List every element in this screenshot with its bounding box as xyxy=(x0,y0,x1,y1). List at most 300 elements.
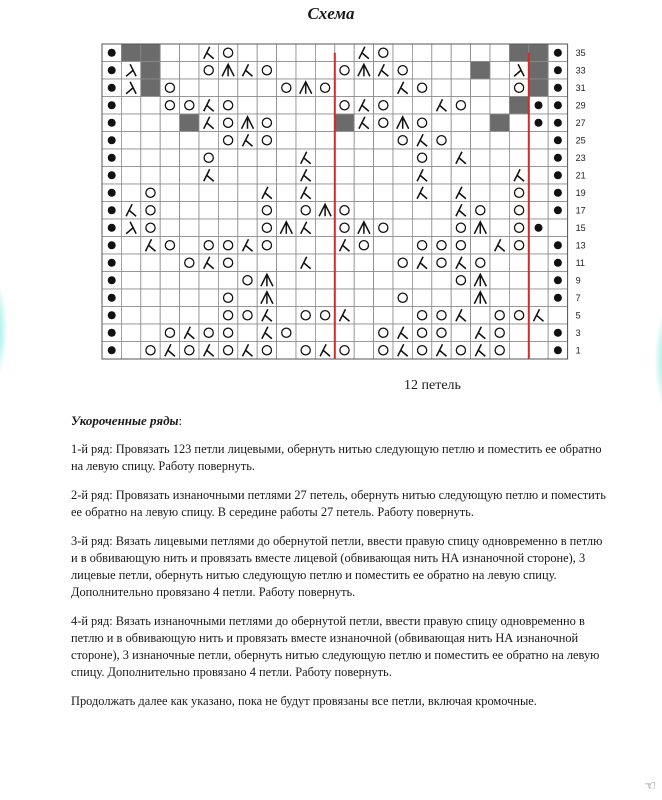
chart-cell xyxy=(335,114,354,132)
chart-cell xyxy=(277,237,296,255)
chart-cell xyxy=(432,342,451,360)
chart-cell xyxy=(296,219,315,237)
chart-cell xyxy=(141,79,160,97)
chart-cell xyxy=(257,237,276,255)
chart-cell xyxy=(102,254,121,272)
chart-cell xyxy=(374,289,393,307)
chart-cell xyxy=(315,272,334,290)
chart-cell xyxy=(529,324,548,342)
chart-cell xyxy=(471,237,490,255)
chart-cell xyxy=(315,79,334,97)
chart-cell xyxy=(548,132,567,150)
chart-cell xyxy=(160,254,179,272)
chart-cell xyxy=(160,307,179,325)
chart-cell xyxy=(354,149,373,167)
chart-cell xyxy=(315,97,334,115)
chart-cell xyxy=(315,307,334,325)
chart-cell xyxy=(218,237,237,255)
chart-cell xyxy=(490,289,509,307)
chart-cell xyxy=(296,342,315,360)
edge-stitch-icon xyxy=(108,84,116,92)
chart-cell xyxy=(432,219,451,237)
chart-cell xyxy=(238,44,257,62)
chart-cell xyxy=(509,167,528,185)
chart-cell xyxy=(218,132,237,150)
chart-cell xyxy=(277,307,296,325)
chart-cell xyxy=(218,184,237,202)
short-row-3: 3-й ряд: Вязать лицевыми петлями до обернутой петли, ввести правую спицу одновременно в петлю и в обвивающую нить и провязать вместе лицевой (обвивающая нить НА изнаночной стороне), 3 лицевые петли, обернуть нитью следующую петлю и поместить ее обратно на левую спицу. Дополнительно провязано 4 петли. Работу повернуть. xyxy=(71,534,603,599)
chart-cell xyxy=(199,149,218,167)
edge-stitch-icon xyxy=(108,311,116,319)
chart-cell xyxy=(160,79,179,97)
chart-cell xyxy=(180,202,199,220)
chart-cell xyxy=(160,149,179,167)
chart-cell xyxy=(354,97,373,115)
chart-cell xyxy=(257,324,276,342)
chart-cell xyxy=(509,114,528,132)
chart-cell xyxy=(529,289,548,307)
chart-cell xyxy=(296,97,315,115)
chart-cell xyxy=(354,237,373,255)
chart-cell xyxy=(180,149,199,167)
chart-cell xyxy=(315,132,334,150)
chart-cell xyxy=(257,307,276,325)
chart-cell xyxy=(354,114,373,132)
chart-cell xyxy=(548,202,567,220)
edge-stitch-icon xyxy=(108,49,116,57)
chart-cell xyxy=(218,289,237,307)
chart-cell xyxy=(238,289,257,307)
chart-cell xyxy=(432,79,451,97)
chart-cell xyxy=(529,97,548,115)
chart-cell xyxy=(238,324,257,342)
chart-cell xyxy=(296,237,315,255)
chart-cell xyxy=(393,62,412,80)
chart-cell xyxy=(471,219,490,237)
chart-cell xyxy=(218,97,237,115)
chart-cell xyxy=(315,114,334,132)
chart-cell xyxy=(490,254,509,272)
chart-cell xyxy=(354,289,373,307)
chart-cell xyxy=(160,289,179,307)
chart-cell xyxy=(335,79,354,97)
chart-cell xyxy=(490,114,509,132)
chart-cell xyxy=(490,97,509,115)
chart-cell xyxy=(296,184,315,202)
chart-cell xyxy=(393,79,412,97)
edge-stitch-icon xyxy=(554,276,562,284)
chart-cell xyxy=(277,167,296,185)
chart-cell xyxy=(509,97,528,115)
chart-cell xyxy=(471,289,490,307)
chart-cell xyxy=(490,132,509,150)
chart-cell xyxy=(412,202,431,220)
chart-cell xyxy=(180,289,199,307)
row-number: 15 xyxy=(575,222,586,233)
chart-cell xyxy=(102,79,121,97)
short-rows-heading: Укороченные ряды: xyxy=(71,413,183,428)
knitting-chart xyxy=(0,0,662,372)
chart-cell xyxy=(412,272,431,290)
chart-cell xyxy=(432,202,451,220)
chart-cell xyxy=(141,237,160,255)
chart-cell xyxy=(451,114,470,132)
chart-cell xyxy=(529,237,548,255)
chart-cell xyxy=(354,62,373,80)
chart-cell xyxy=(509,307,528,325)
chart-cell xyxy=(548,324,567,342)
edge-stitch-icon xyxy=(554,259,562,267)
row-number: 21 xyxy=(575,170,586,181)
edge-stitch-icon xyxy=(554,136,562,144)
chart-cell xyxy=(490,342,509,360)
chart-cell xyxy=(335,167,354,185)
chart-cell xyxy=(296,202,315,220)
chart-cell xyxy=(121,237,140,255)
chart-cell xyxy=(393,44,412,62)
chart-cell xyxy=(315,44,334,62)
chart-cell xyxy=(160,114,179,132)
chart-cell xyxy=(277,324,296,342)
chart-cell xyxy=(160,97,179,115)
chart-cell xyxy=(548,272,567,290)
chart-cell xyxy=(432,167,451,185)
chart-cell xyxy=(471,307,490,325)
chart-cell xyxy=(451,219,470,237)
chart-cell xyxy=(548,62,567,80)
chart-cell xyxy=(509,62,528,80)
chart-cell xyxy=(257,167,276,185)
chart-cell xyxy=(102,44,121,62)
edge-stitch-icon xyxy=(554,101,562,109)
chart-cell xyxy=(180,97,199,115)
chart-cell xyxy=(509,184,528,202)
edge-stitch-icon xyxy=(554,84,562,92)
row-number: 35 xyxy=(575,47,586,58)
chart-cell xyxy=(199,184,218,202)
chart-cell xyxy=(529,167,548,185)
edge-stitch-icon xyxy=(535,119,543,127)
chart-cell xyxy=(238,307,257,325)
chart-cell xyxy=(374,254,393,272)
chart-cell xyxy=(199,237,218,255)
chart-cell xyxy=(315,167,334,185)
chart-cell xyxy=(412,184,431,202)
chart-cell xyxy=(374,167,393,185)
chart-cell xyxy=(374,62,393,80)
chart-cell xyxy=(218,114,237,132)
chart-cell xyxy=(374,237,393,255)
chart-cell xyxy=(529,272,548,290)
chart-cell xyxy=(315,219,334,237)
chart-cell xyxy=(412,219,431,237)
chart-cell xyxy=(121,44,140,62)
chart-cell xyxy=(102,219,121,237)
chart-cell xyxy=(509,132,528,150)
chart-cell xyxy=(121,202,140,220)
chart-cell xyxy=(199,62,218,80)
chart-cell xyxy=(393,254,412,272)
chart-cell xyxy=(296,289,315,307)
chart-cell xyxy=(257,114,276,132)
chart-cell xyxy=(121,254,140,272)
chart-cell xyxy=(160,184,179,202)
chart-cell xyxy=(393,237,412,255)
chart-cell xyxy=(548,237,567,255)
chart-cell xyxy=(141,289,160,307)
chart-cell xyxy=(354,342,373,360)
chart-cell xyxy=(335,62,354,80)
edge-stitch-icon xyxy=(554,189,562,197)
hand-cursor-icon: ☜ xyxy=(644,778,656,793)
chart-cell xyxy=(315,237,334,255)
chart-cell xyxy=(432,307,451,325)
chart-cell xyxy=(529,62,548,80)
chart-cell xyxy=(490,219,509,237)
chart-cell xyxy=(296,254,315,272)
chart-cell xyxy=(141,114,160,132)
chart-cell xyxy=(451,202,470,220)
chart-cell xyxy=(199,44,218,62)
edge-stitch-icon xyxy=(554,206,562,214)
chart-cell xyxy=(548,79,567,97)
chart-cell xyxy=(354,167,373,185)
chart-cell xyxy=(296,167,315,185)
chart-title: Схема xyxy=(307,4,355,23)
chart-cell xyxy=(412,114,431,132)
chart-cell xyxy=(529,114,548,132)
chart-cell xyxy=(490,307,509,325)
chart-cell xyxy=(335,97,354,115)
chart-cell xyxy=(257,202,276,220)
chart-cell xyxy=(121,114,140,132)
chart-cell xyxy=(218,202,237,220)
chart-cell xyxy=(277,149,296,167)
chart-cell xyxy=(548,44,567,62)
chart-cell xyxy=(432,62,451,80)
chart-cell xyxy=(471,324,490,342)
chart-cell xyxy=(218,62,237,80)
chart-cell xyxy=(296,44,315,62)
chart-cell xyxy=(374,307,393,325)
chart-cell xyxy=(354,254,373,272)
chart-cell xyxy=(490,237,509,255)
chart-cell xyxy=(315,324,334,342)
chart-cell xyxy=(257,184,276,202)
chart-cell xyxy=(432,97,451,115)
chart-cell xyxy=(277,219,296,237)
chart-cell xyxy=(160,342,179,360)
chart-cell xyxy=(199,97,218,115)
chart-cell xyxy=(102,272,121,290)
chart-cell xyxy=(432,132,451,150)
chart-cell xyxy=(509,219,528,237)
chart-cell xyxy=(180,342,199,360)
chart-cell xyxy=(471,132,490,150)
chart-cell xyxy=(451,132,470,150)
chart-cell xyxy=(412,79,431,97)
chart-cell xyxy=(432,149,451,167)
chart-cell xyxy=(374,149,393,167)
chart-cell xyxy=(412,307,431,325)
chart-cell xyxy=(354,44,373,62)
chart-cell xyxy=(432,272,451,290)
row-number: 33 xyxy=(575,65,586,76)
chart-cell xyxy=(529,44,548,62)
row-number: 7 xyxy=(575,292,581,303)
chart-cell xyxy=(218,79,237,97)
chart-cell xyxy=(238,167,257,185)
chart-cell xyxy=(509,289,528,307)
chart-cell xyxy=(277,44,296,62)
chart-cell xyxy=(180,114,199,132)
chart-cell xyxy=(199,272,218,290)
chart-cell xyxy=(199,202,218,220)
chart-cell xyxy=(315,289,334,307)
chart-cell xyxy=(451,307,470,325)
chart-cell xyxy=(141,342,160,360)
chart-cell xyxy=(121,97,140,115)
chart-cell xyxy=(529,149,548,167)
chart-cell xyxy=(548,167,567,185)
chart-cell xyxy=(374,184,393,202)
chart-cell xyxy=(160,202,179,220)
chart-cell xyxy=(432,184,451,202)
chart-cell xyxy=(238,219,257,237)
chart-cell xyxy=(257,342,276,360)
chart-cell xyxy=(451,62,470,80)
chart-cell xyxy=(335,237,354,255)
chart-cell xyxy=(471,62,490,80)
chart-cell xyxy=(102,62,121,80)
chart-cell xyxy=(471,114,490,132)
chart-cell xyxy=(490,324,509,342)
row-number: 1 xyxy=(575,345,581,356)
row-number: 31 xyxy=(575,82,586,93)
short-row-4: 4-й ряд: Вязать изнаночными петлями до обернутой петли, ввести правую спицу одновременно в петлю и в обвивающую нить и провязать вместе изнаночной (обвивающая нить НА изнаночной стороне), 3 изнаночные петли, обернуть нитью следующую петлю и поместить ее обратно на левую спицу. Дополнительно провязано 4 петли. Работу повернуть. xyxy=(71,614,600,679)
chart-cell xyxy=(199,324,218,342)
chart-cell xyxy=(238,272,257,290)
chart-cell xyxy=(141,97,160,115)
chart-cell xyxy=(509,254,528,272)
chart-cell xyxy=(471,272,490,290)
chart-cell xyxy=(277,202,296,220)
chart-cell xyxy=(509,272,528,290)
chart-cell xyxy=(102,324,121,342)
chart-cell xyxy=(374,342,393,360)
chart-cell xyxy=(218,219,237,237)
chart-cell xyxy=(335,44,354,62)
chart-cell xyxy=(218,272,237,290)
chart-cell xyxy=(257,149,276,167)
chart-cell xyxy=(141,307,160,325)
chart-cell xyxy=(296,149,315,167)
chart-cell xyxy=(102,149,121,167)
chart-cell xyxy=(374,79,393,97)
chart-cell xyxy=(529,254,548,272)
chart-cell xyxy=(121,184,140,202)
chart-cell xyxy=(257,44,276,62)
chart-cell xyxy=(451,289,470,307)
chart-cell xyxy=(315,342,334,360)
chart-cell xyxy=(141,44,160,62)
chart-cell xyxy=(218,44,237,62)
chart-cell xyxy=(335,202,354,220)
chart-cell xyxy=(471,202,490,220)
chart-cell xyxy=(548,97,567,115)
chart-cell xyxy=(412,62,431,80)
chart-cell xyxy=(141,219,160,237)
chart-cell xyxy=(509,342,528,360)
chart-cell xyxy=(277,79,296,97)
chart-cell xyxy=(238,237,257,255)
chart-cell xyxy=(432,237,451,255)
short-row-2: 2-й ряд: Провязать изнаночными петлями 27 петель, обернуть нитью следующую петлю и поместить ее обратно на левую спицу. В середине работы 27 петель. Работу повернуть. xyxy=(71,488,606,519)
chart-cell xyxy=(412,44,431,62)
chart-cell xyxy=(354,184,373,202)
edge-stitch-icon xyxy=(108,171,116,179)
chart-cell xyxy=(238,149,257,167)
chart-cell xyxy=(393,289,412,307)
chart-cell xyxy=(451,167,470,185)
chart-cell xyxy=(393,97,412,115)
chart-cell xyxy=(160,272,179,290)
edge-stitch-icon xyxy=(554,241,562,249)
edge-stitch-icon xyxy=(554,294,562,302)
edge-stitch-icon xyxy=(108,224,116,232)
chart-cell xyxy=(393,149,412,167)
chart-cell xyxy=(529,219,548,237)
chart-cell xyxy=(121,307,140,325)
chart-cell xyxy=(529,184,548,202)
chart-cell xyxy=(121,342,140,360)
chart-cell xyxy=(335,219,354,237)
chart-cell xyxy=(141,149,160,167)
edge-stitch-icon xyxy=(108,119,116,127)
chart-cell xyxy=(374,324,393,342)
chart-cell xyxy=(180,167,199,185)
chart-cell xyxy=(277,62,296,80)
chart-cell xyxy=(432,44,451,62)
chart-cell xyxy=(490,44,509,62)
chart-cell xyxy=(335,184,354,202)
chart-cell xyxy=(451,342,470,360)
chart-cell xyxy=(102,132,121,150)
chart-cell xyxy=(529,342,548,360)
chart-cell xyxy=(548,342,567,360)
chart-cell xyxy=(257,254,276,272)
chart-cell xyxy=(180,324,199,342)
edge-stitch-icon xyxy=(108,294,116,302)
chart-cell xyxy=(238,97,257,115)
chart-cell xyxy=(529,132,548,150)
chart-cell xyxy=(548,289,567,307)
chart-cell xyxy=(374,219,393,237)
chart-cell xyxy=(218,307,237,325)
chart-cell xyxy=(490,202,509,220)
chart-cell xyxy=(141,62,160,80)
chart-cell xyxy=(277,184,296,202)
chart-cell xyxy=(335,132,354,150)
chart-cell xyxy=(471,97,490,115)
edge-stitch-icon xyxy=(108,189,116,197)
chart-cell xyxy=(412,342,431,360)
chart-cell xyxy=(160,167,179,185)
chart-cell xyxy=(121,219,140,237)
row-number: 19 xyxy=(575,187,586,198)
chart-cell xyxy=(238,132,257,150)
chart-cell xyxy=(471,254,490,272)
